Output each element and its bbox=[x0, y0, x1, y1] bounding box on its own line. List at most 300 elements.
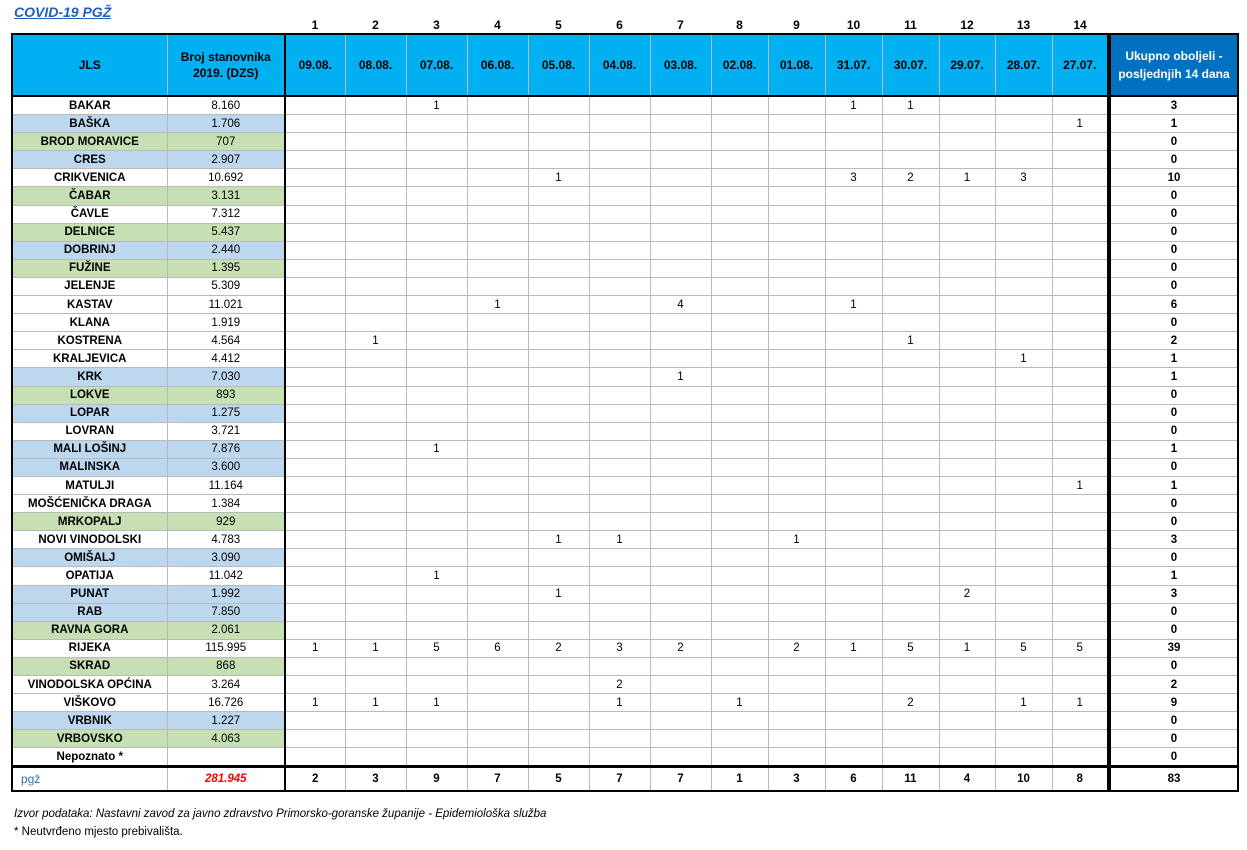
summary-row bbox=[12, 767, 1238, 792]
total-cell: 0 bbox=[1110, 603, 1238, 621]
day-cell bbox=[939, 259, 995, 277]
day-cell bbox=[995, 241, 1052, 259]
day-cell bbox=[589, 314, 650, 332]
day-number: 5 bbox=[555, 18, 562, 32]
day-cell bbox=[589, 513, 650, 531]
day-cell bbox=[345, 730, 406, 748]
total-cell: 6 bbox=[1110, 296, 1238, 314]
day-cell bbox=[1052, 712, 1108, 730]
day-cell bbox=[650, 187, 711, 205]
day-cell bbox=[650, 386, 711, 404]
table-row bbox=[12, 712, 1238, 730]
day-cell bbox=[711, 332, 768, 350]
day-cell bbox=[285, 96, 345, 115]
jls-name: MATULJI bbox=[12, 476, 167, 494]
day-cell bbox=[285, 476, 345, 494]
total-cell: 0 bbox=[1110, 386, 1238, 404]
day-cell bbox=[589, 458, 650, 476]
day-cell bbox=[406, 332, 467, 350]
day-cell bbox=[939, 296, 995, 314]
day-cell bbox=[285, 567, 345, 585]
jls-name: JELENJE bbox=[12, 277, 167, 295]
day-cell bbox=[825, 458, 882, 476]
day-cell bbox=[528, 676, 589, 694]
day-cell bbox=[882, 277, 939, 295]
day-cell bbox=[285, 458, 345, 476]
day-cell bbox=[995, 549, 1052, 567]
day-cell bbox=[467, 187, 528, 205]
day-cell bbox=[995, 495, 1052, 513]
table-row bbox=[12, 96, 1238, 115]
day-cell bbox=[995, 422, 1052, 440]
day-cell bbox=[995, 296, 1052, 314]
jls-name: PUNAT bbox=[12, 585, 167, 603]
day-cell bbox=[882, 241, 939, 259]
day-cell bbox=[768, 368, 825, 386]
day-cell bbox=[825, 730, 882, 748]
day-cell bbox=[406, 513, 467, 531]
day-cell bbox=[650, 422, 711, 440]
day-cell bbox=[406, 404, 467, 422]
jls-name: KASTAV bbox=[12, 296, 167, 314]
day-cell bbox=[467, 386, 528, 404]
day-cell bbox=[589, 549, 650, 567]
day-cell bbox=[825, 115, 882, 133]
total-cell: 2 bbox=[1110, 676, 1238, 694]
day-cell bbox=[650, 476, 711, 494]
day-cell bbox=[1052, 96, 1108, 115]
day-cell bbox=[768, 513, 825, 531]
day-cell: 1 bbox=[285, 694, 345, 712]
day-cell bbox=[882, 712, 939, 730]
day-cell bbox=[467, 712, 528, 730]
summary-day-total: 6 bbox=[825, 767, 882, 792]
summary-day-total: 8 bbox=[1052, 767, 1108, 792]
day-cell bbox=[995, 440, 1052, 458]
day-cell bbox=[285, 169, 345, 187]
day-cell bbox=[939, 386, 995, 404]
jls-name: MALI LOŠINJ bbox=[12, 440, 167, 458]
day-cell bbox=[995, 657, 1052, 675]
table-row bbox=[12, 657, 1238, 675]
day-cell bbox=[825, 676, 882, 694]
jls-name: VINODOLSKA OPĆINA bbox=[12, 676, 167, 694]
jls-name: VRBOVSKO bbox=[12, 730, 167, 748]
day-cell bbox=[528, 694, 589, 712]
day-cell: 1 bbox=[285, 639, 345, 657]
day-cell bbox=[650, 621, 711, 639]
population-cell: 1.706 bbox=[167, 115, 285, 133]
day-cell bbox=[711, 314, 768, 332]
day-cell bbox=[711, 676, 768, 694]
day-cell bbox=[882, 567, 939, 585]
day-number-spacer bbox=[167, 14, 285, 34]
day-cell bbox=[882, 422, 939, 440]
day-cell bbox=[345, 205, 406, 223]
day-cell bbox=[711, 458, 768, 476]
table-row bbox=[12, 314, 1238, 332]
day-cell bbox=[768, 133, 825, 151]
table-row bbox=[12, 639, 1238, 657]
day-cell bbox=[345, 549, 406, 567]
day-cell bbox=[528, 549, 589, 567]
jls-name: ČABAR bbox=[12, 187, 167, 205]
population-cell: 7.876 bbox=[167, 440, 285, 458]
day-cell bbox=[589, 296, 650, 314]
day-cell bbox=[467, 205, 528, 223]
header-population: Broj stanovnika 2019. (DZS) bbox=[167, 34, 285, 96]
population-cell: 3.090 bbox=[167, 549, 285, 567]
day-cell bbox=[285, 296, 345, 314]
total-cell: 1 bbox=[1110, 115, 1238, 133]
day-cell bbox=[589, 133, 650, 151]
jls-name: RAVNA GORA bbox=[12, 621, 167, 639]
header-date: 31.07. bbox=[825, 34, 882, 96]
day-cell bbox=[528, 187, 589, 205]
day-cell bbox=[589, 404, 650, 422]
day-cell bbox=[650, 531, 711, 549]
day-cell bbox=[467, 277, 528, 295]
day-cell bbox=[882, 476, 939, 494]
day-cell bbox=[528, 748, 589, 767]
day-cell bbox=[939, 549, 995, 567]
total-cell: 3 bbox=[1110, 96, 1238, 115]
day-cell: 1 bbox=[589, 531, 650, 549]
day-cell bbox=[467, 549, 528, 567]
header-total: Ukupno oboljeli - posljednjih 14 dana bbox=[1110, 34, 1238, 96]
day-cell bbox=[1052, 332, 1108, 350]
day-cell bbox=[285, 314, 345, 332]
day-cell bbox=[528, 458, 589, 476]
day-cell bbox=[939, 694, 995, 712]
population-cell: 3.264 bbox=[167, 676, 285, 694]
day-cell bbox=[995, 513, 1052, 531]
day-cell: 1 bbox=[406, 567, 467, 585]
population-cell: 11.164 bbox=[167, 476, 285, 494]
day-cell bbox=[939, 440, 995, 458]
day-cell bbox=[589, 585, 650, 603]
day-cell bbox=[882, 314, 939, 332]
day-cell bbox=[345, 314, 406, 332]
header-row bbox=[12, 34, 1238, 96]
day-cell bbox=[939, 531, 995, 549]
day-cell bbox=[882, 676, 939, 694]
day-cell bbox=[939, 748, 995, 767]
day-cell bbox=[589, 96, 650, 115]
summary-day-total: 3 bbox=[768, 767, 825, 792]
day-cell bbox=[345, 712, 406, 730]
day-cell bbox=[825, 694, 882, 712]
population-cell: 1.992 bbox=[167, 585, 285, 603]
total-cell: 1 bbox=[1110, 350, 1238, 368]
day-cell: 1 bbox=[650, 368, 711, 386]
day-cell bbox=[650, 440, 711, 458]
table-row bbox=[12, 458, 1238, 476]
day-cell bbox=[882, 549, 939, 567]
day-cell bbox=[589, 241, 650, 259]
day-cell bbox=[589, 368, 650, 386]
day-cell: 2 bbox=[589, 676, 650, 694]
population-cell: 893 bbox=[167, 386, 285, 404]
day-cell bbox=[467, 621, 528, 639]
day-cell bbox=[1052, 567, 1108, 585]
table-row bbox=[12, 205, 1238, 223]
day-cell bbox=[711, 368, 768, 386]
day-cell bbox=[406, 621, 467, 639]
jls-name: MALINSKA bbox=[12, 458, 167, 476]
day-cell bbox=[345, 513, 406, 531]
day-cell bbox=[285, 495, 345, 513]
day-cell bbox=[528, 476, 589, 494]
day-cell bbox=[528, 241, 589, 259]
day-cell bbox=[467, 169, 528, 187]
day-cell bbox=[768, 585, 825, 603]
day-cell bbox=[825, 422, 882, 440]
day-cell bbox=[528, 567, 589, 585]
day-cell bbox=[939, 241, 995, 259]
day-cell bbox=[711, 296, 768, 314]
day-cell bbox=[825, 476, 882, 494]
day-cell bbox=[285, 368, 345, 386]
day-cell bbox=[650, 549, 711, 567]
day-cell bbox=[467, 676, 528, 694]
jls-name: KOSTRENA bbox=[12, 332, 167, 350]
day-cell bbox=[406, 169, 467, 187]
day-cell bbox=[406, 549, 467, 567]
day-cell bbox=[345, 350, 406, 368]
day-cell: 1 bbox=[882, 96, 939, 115]
day-cell bbox=[589, 567, 650, 585]
day-cell bbox=[528, 115, 589, 133]
day-cell bbox=[882, 657, 939, 675]
summary-day-total: 9 bbox=[406, 767, 467, 792]
day-cell bbox=[939, 133, 995, 151]
table-row bbox=[12, 187, 1238, 205]
total-cell: 0 bbox=[1110, 549, 1238, 567]
population-cell: 1.384 bbox=[167, 495, 285, 513]
day-cell bbox=[589, 422, 650, 440]
source-note: Izvor podataka: Nastavni zavod za javno zdravstvo Primorsko-goranske županije - Epidemiološka služba bbox=[14, 808, 547, 820]
day-cell bbox=[939, 115, 995, 133]
day-cell: 3 bbox=[825, 169, 882, 187]
day-cell bbox=[345, 169, 406, 187]
day-cell bbox=[528, 513, 589, 531]
day-cell bbox=[589, 476, 650, 494]
day-cell bbox=[768, 676, 825, 694]
day-cell bbox=[825, 151, 882, 169]
day-cell bbox=[1052, 223, 1108, 241]
day-cell bbox=[589, 151, 650, 169]
day-cell bbox=[406, 422, 467, 440]
day-cell bbox=[825, 585, 882, 603]
day-cell bbox=[467, 115, 528, 133]
day-cell bbox=[1052, 205, 1108, 223]
day-cell bbox=[711, 404, 768, 422]
jls-name: KRK bbox=[12, 368, 167, 386]
day-cell bbox=[650, 223, 711, 241]
day-number-spacer bbox=[1110, 14, 1238, 34]
summary-day-total: 7 bbox=[589, 767, 650, 792]
day-cell bbox=[406, 314, 467, 332]
jls-name: MOŠĆENIČKA DRAGA bbox=[12, 495, 167, 513]
population-cell: 1.275 bbox=[167, 404, 285, 422]
day-cell bbox=[528, 314, 589, 332]
day-cell bbox=[882, 187, 939, 205]
day-cell: 6 bbox=[467, 639, 528, 657]
jls-name: LOKVE bbox=[12, 386, 167, 404]
total-cell: 0 bbox=[1110, 458, 1238, 476]
day-cell bbox=[825, 187, 882, 205]
day-cell: 5 bbox=[406, 639, 467, 657]
day-cell bbox=[825, 259, 882, 277]
table-row bbox=[12, 694, 1238, 712]
jls-name: NOVI VINODOLSKI bbox=[12, 531, 167, 549]
day-cell: 3 bbox=[589, 639, 650, 657]
day-cell bbox=[589, 332, 650, 350]
day-cell: 1 bbox=[939, 169, 995, 187]
table-row bbox=[12, 386, 1238, 404]
table-row bbox=[12, 277, 1238, 295]
day-cell bbox=[825, 567, 882, 585]
table-row bbox=[12, 621, 1238, 639]
day-cell: 2 bbox=[882, 169, 939, 187]
day-cell bbox=[882, 585, 939, 603]
day-cell bbox=[768, 440, 825, 458]
day-cell bbox=[467, 368, 528, 386]
day-cell bbox=[406, 603, 467, 621]
day-cell bbox=[345, 458, 406, 476]
day-number: 14 bbox=[1073, 18, 1087, 32]
day-cell bbox=[768, 96, 825, 115]
population-cell: 3.721 bbox=[167, 422, 285, 440]
day-cell bbox=[345, 133, 406, 151]
day-cell bbox=[768, 748, 825, 767]
day-cell bbox=[345, 495, 406, 513]
day-cell bbox=[528, 133, 589, 151]
population-cell: 4.412 bbox=[167, 350, 285, 368]
day-cell bbox=[1052, 241, 1108, 259]
day-cell bbox=[768, 422, 825, 440]
day-cell bbox=[768, 567, 825, 585]
day-cell bbox=[467, 440, 528, 458]
day-cell: 1 bbox=[825, 639, 882, 657]
day-cell bbox=[285, 205, 345, 223]
day-cell bbox=[406, 296, 467, 314]
day-cell bbox=[650, 603, 711, 621]
day-cell bbox=[345, 585, 406, 603]
day-cell bbox=[406, 386, 467, 404]
day-cell bbox=[711, 169, 768, 187]
day-cell bbox=[406, 259, 467, 277]
day-cell: 5 bbox=[882, 639, 939, 657]
day-cell bbox=[1052, 603, 1108, 621]
day-cell bbox=[939, 712, 995, 730]
day-cell bbox=[939, 187, 995, 205]
day-cell bbox=[768, 277, 825, 295]
jls-name: Nepoznato * bbox=[12, 748, 167, 767]
jls-name: FUŽINE bbox=[12, 259, 167, 277]
day-cell: 1 bbox=[528, 169, 589, 187]
day-cell bbox=[711, 549, 768, 567]
day-cell bbox=[768, 621, 825, 639]
total-cell: 1 bbox=[1110, 440, 1238, 458]
day-cell: 2 bbox=[528, 639, 589, 657]
table-row bbox=[12, 549, 1238, 567]
population-cell: 4.063 bbox=[167, 730, 285, 748]
day-cell bbox=[995, 277, 1052, 295]
day-cell bbox=[1052, 368, 1108, 386]
day-cell bbox=[467, 259, 528, 277]
day-number: 13 bbox=[1016, 18, 1031, 32]
day-cell bbox=[285, 386, 345, 404]
table-row bbox=[12, 748, 1238, 767]
day-cell bbox=[285, 350, 345, 368]
day-cell bbox=[882, 730, 939, 748]
day-cell bbox=[939, 495, 995, 513]
day-cell bbox=[825, 205, 882, 223]
day-cell bbox=[345, 621, 406, 639]
day-cell: 1 bbox=[1052, 115, 1108, 133]
day-cell bbox=[406, 368, 467, 386]
day-cell: 3 bbox=[995, 169, 1052, 187]
population-cell: 4.783 bbox=[167, 531, 285, 549]
day-cell bbox=[995, 205, 1052, 223]
day-cell bbox=[345, 748, 406, 767]
day-cell bbox=[995, 314, 1052, 332]
day-cell bbox=[768, 603, 825, 621]
day-cell bbox=[406, 151, 467, 169]
day-cell bbox=[825, 621, 882, 639]
day-cell: 1 bbox=[1052, 476, 1108, 494]
day-cell bbox=[650, 513, 711, 531]
day-cell bbox=[882, 458, 939, 476]
day-cell bbox=[995, 404, 1052, 422]
day-cell bbox=[768, 296, 825, 314]
day-cell bbox=[882, 440, 939, 458]
jls-name: DELNICE bbox=[12, 223, 167, 241]
day-cell bbox=[1052, 495, 1108, 513]
day-cell: 1 bbox=[345, 332, 406, 350]
total-cell: 0 bbox=[1110, 241, 1238, 259]
day-cell bbox=[939, 730, 995, 748]
day-number: 4 bbox=[494, 18, 501, 32]
table-row bbox=[12, 422, 1238, 440]
header-date: 28.07. bbox=[995, 34, 1052, 96]
summary-day-total: 1 bbox=[711, 767, 768, 792]
table-row bbox=[12, 169, 1238, 187]
day-cell: 1 bbox=[528, 531, 589, 549]
table-row bbox=[12, 567, 1238, 585]
summary-day-total: 2 bbox=[285, 767, 345, 792]
total-cell: 0 bbox=[1110, 151, 1238, 169]
day-cell bbox=[406, 676, 467, 694]
day-cell bbox=[345, 404, 406, 422]
day-cell bbox=[467, 350, 528, 368]
day-cell: 5 bbox=[995, 639, 1052, 657]
population-cell: 7.850 bbox=[167, 603, 285, 621]
day-cell bbox=[939, 657, 995, 675]
population-cell: 3.600 bbox=[167, 458, 285, 476]
day-cell: 2 bbox=[939, 585, 995, 603]
day-cell bbox=[1052, 676, 1108, 694]
table-row bbox=[12, 151, 1238, 169]
day-cell bbox=[1052, 169, 1108, 187]
jls-name: BAŠKA bbox=[12, 115, 167, 133]
total-cell: 0 bbox=[1110, 621, 1238, 639]
day-cell bbox=[467, 241, 528, 259]
covid-table bbox=[11, 14, 1239, 792]
table-row bbox=[12, 259, 1238, 277]
